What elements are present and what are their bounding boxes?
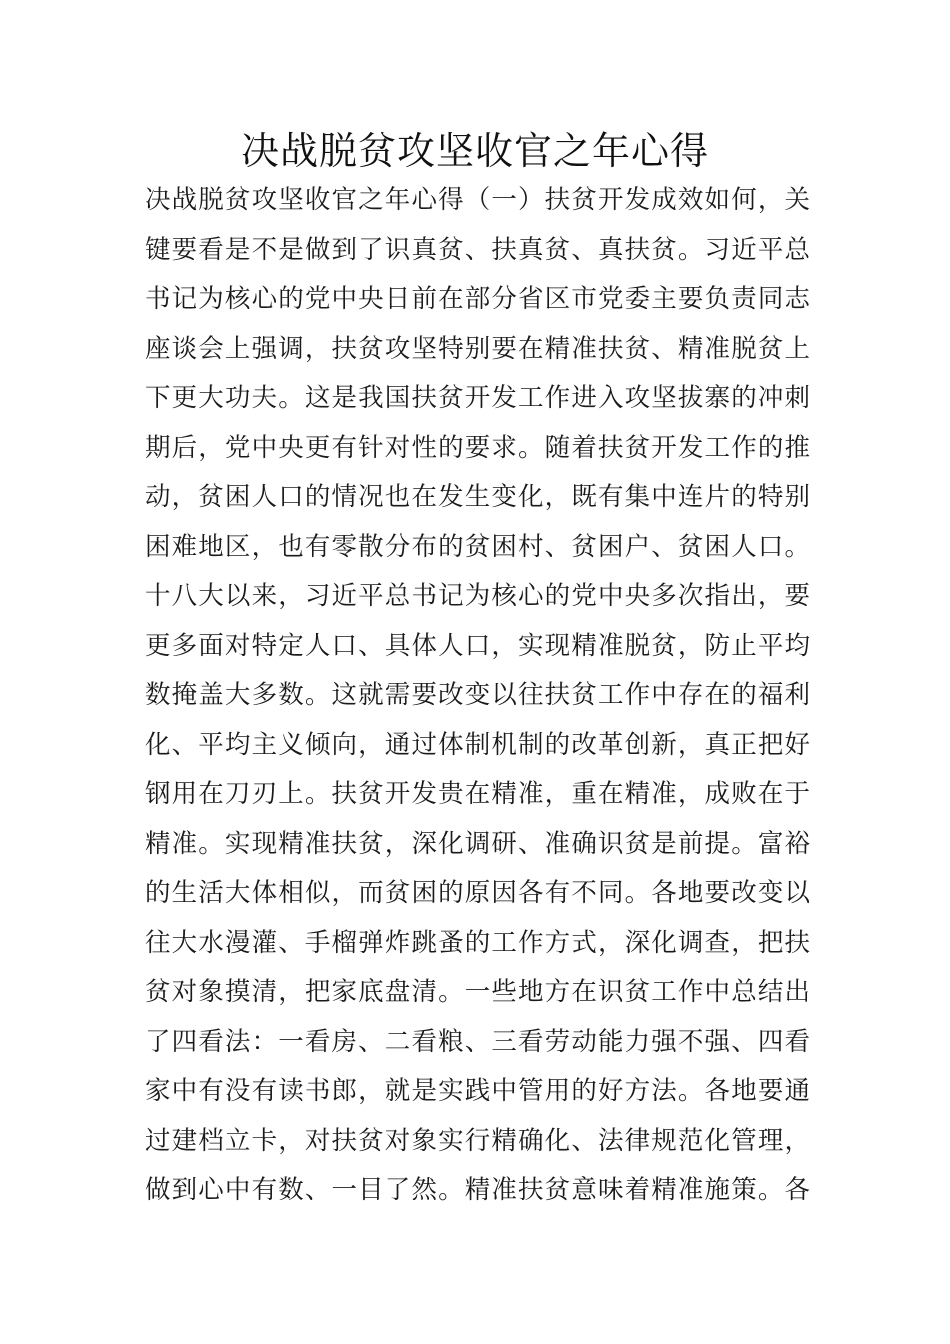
body-line: 往大水漫灌、手榴弹炸跳蚤的工作方式，深化调查，把扶 — [145, 927, 810, 958]
body-line: 下更大功夫。这是我国扶贫开发工作进入攻坚拔寨的冲刺 — [145, 383, 810, 413]
body-line: 做到心中有数、一目了然。精准扶贫意味着精准施策。各 — [145, 1175, 810, 1205]
body-line: 钢用在刀刃上。扶贫开发贵在精准，重在精准，成败在于 — [145, 779, 810, 809]
body-line: 了四看法：一看房、二看粮、三看劳动能力强不强、四看 — [145, 1026, 810, 1057]
document-title: 决战脱贫攻坚收官之年心得 — [240, 129, 709, 173]
body-line: 过建档立卡，对扶贫对象实行精确化、法律规范化管理， — [145, 1125, 810, 1156]
body-line: 期后，党中央更有针对性的要求。随着扶贫开发工作的推 — [145, 432, 810, 463]
body-line: 十八大以来，习近平总书记为核心的党中央多次指出，要 — [145, 581, 810, 611]
body-line: 座谈会上强调，扶贫攻坚特别要在精准扶贫、精准脱贫上 — [145, 333, 810, 364]
body-line: 决战脱贫攻坚收官之年心得（一）扶贫开发成效如何，关 — [145, 185, 810, 215]
body-line: 贫对象摸清，把家底盘清。一些地方在识贫工作中总结出 — [145, 977, 810, 1007]
body-line: 更多面对特定人口、具体人口，实现精准脱贫，防止平均 — [145, 630, 810, 661]
body-line: 家中有没有读书郎，就是实践中管用的好方法。各地要通 — [145, 1076, 810, 1106]
body-line: 化、平均主义倾向，通过体制机制的改革创新，真正把好 — [145, 729, 810, 760]
body-line: 精准。实现精准扶贫，深化调研、准确识贫是前提。富裕 — [145, 828, 810, 859]
body-line: 键要看是不是做到了识真贫、扶真贫、真扶贫。习近平总 — [145, 234, 810, 265]
document-body — [145, 176, 810, 1216]
body-line: 困难地区，也有零散分布的贫困村、贫困户、贫困人口。 — [145, 531, 810, 562]
body-line: 动，贫困人口的情况也在发生变化，既有集中连片的特别 — [145, 482, 810, 512]
body-line: 的生活大体相似，而贫困的原因各有不同。各地要改变以 — [145, 878, 810, 908]
body-line: 数掩盖大多数。这就需要改变以往扶贫工作中存在的福利 — [145, 680, 810, 710]
body-line: 书记为核心的党中央日前在部分省区市党委主要负责同志 — [145, 284, 810, 314]
